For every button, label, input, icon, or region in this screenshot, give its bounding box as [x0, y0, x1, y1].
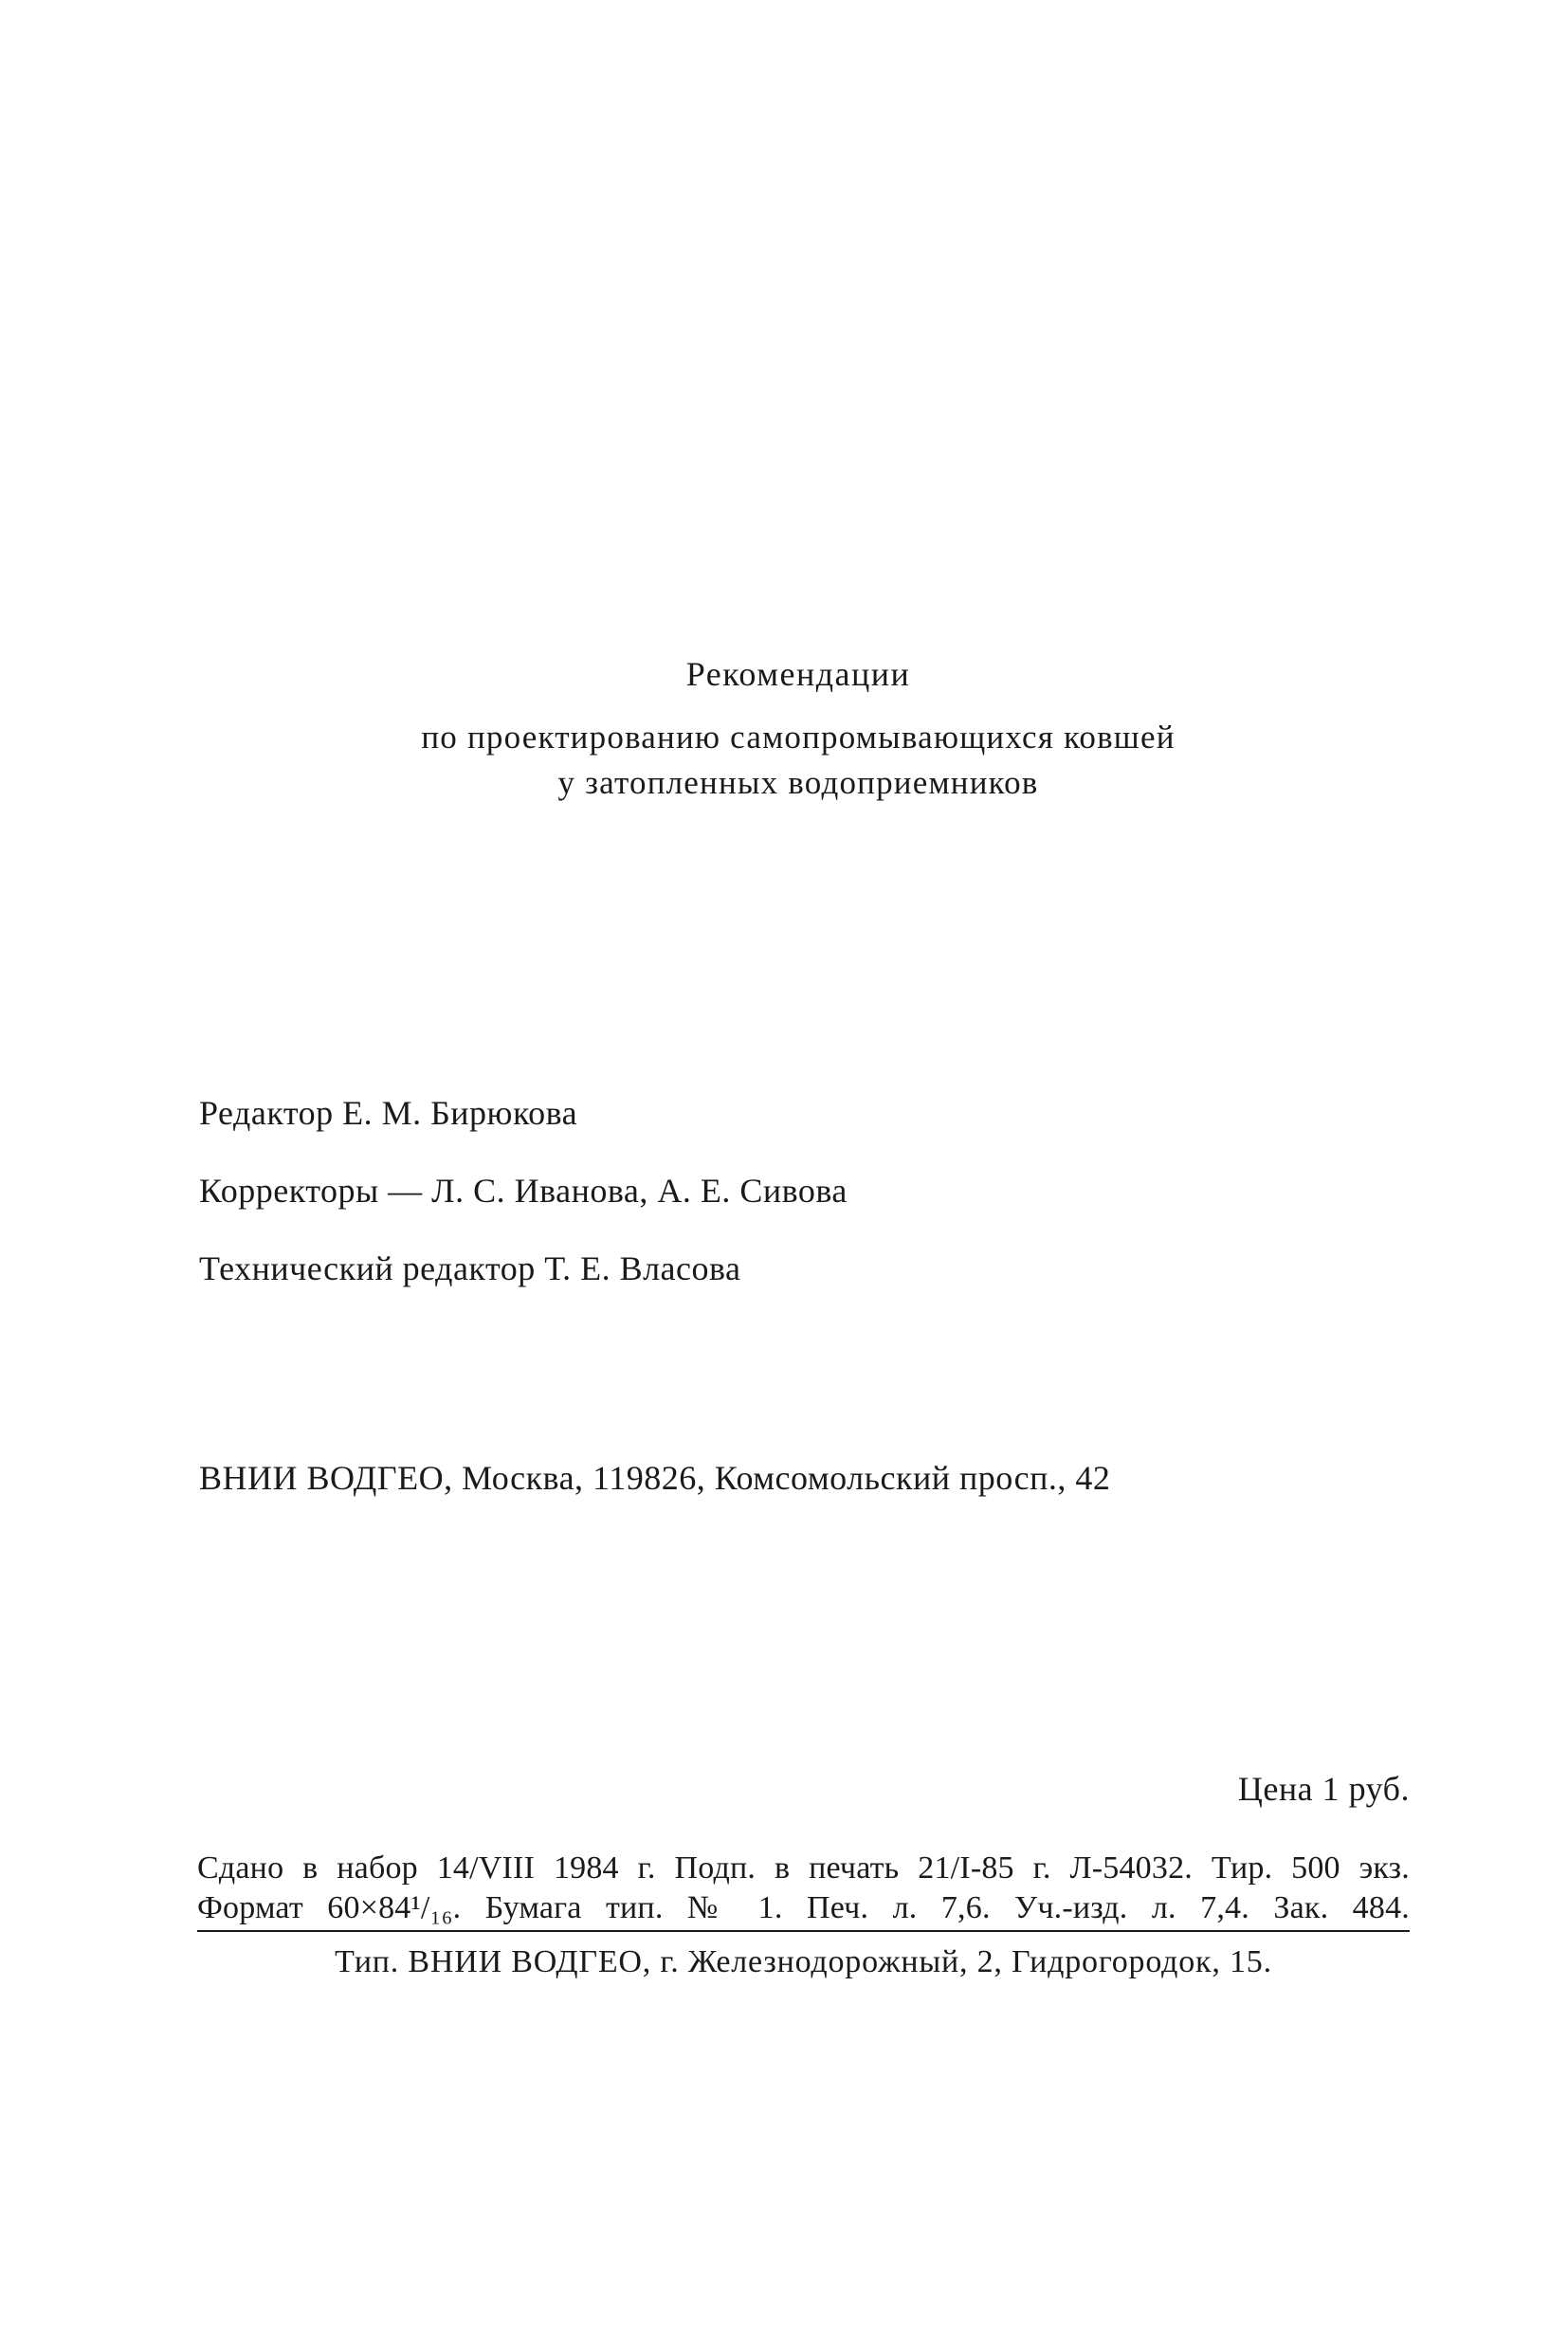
imprint-line-3: Тип. ВНИИ ВОДГЕО, г. Железнодорожный, 2, Гидрогородок, 15. [335, 1944, 1272, 1979]
subtitle-line-1: по проектированию самопромывающихся ковшей [421, 719, 1176, 756]
editor-credit: Редактор Е. М. Бирюкова [199, 1094, 578, 1132]
credits-block [199, 1090, 848, 1323]
correctors-credit: Корректоры — Л. С. Иванова, А. Е. Сивова [199, 1172, 848, 1210]
imprint-block [197, 1849, 1410, 1989]
subtitle-line-2: у затопленных водоприемников [557, 764, 1039, 801]
imprint-line-1: Сдано в набор 14/VIII 1984 г. Подп. в печать 21/I-85 г. Л-54032. Тир. 500 экз. [197, 1850, 1410, 1886]
imprint-line-2: Формат 60×84¹/₁₆. Бумага тип. № 1. Печ. л. 7,6. Уч.-изд. л. 7,4. Зак. 484. [197, 1888, 1410, 1932]
title-block [0, 654, 1568, 806]
price: Цена 1 руб. [1237, 1770, 1410, 1808]
document-title: Рекомендации [685, 655, 911, 693]
document-subtitle [28, 715, 1568, 806]
tech-editor-credit: Технический редактор Т. Е. Власова [199, 1249, 741, 1287]
publisher-address: ВНИИ ВОДГЕО, Москва, 119826, Комсомольский просп., 42 [199, 1459, 1111, 1497]
